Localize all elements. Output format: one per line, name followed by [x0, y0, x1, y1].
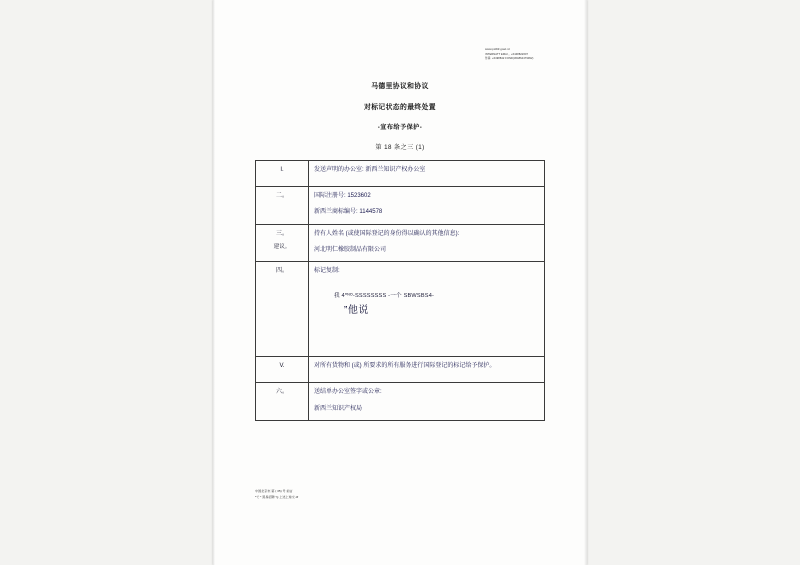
document-body: [255, 80, 545, 421]
international-registration-number: 国际注册号: 1523602: [314, 193, 371, 199]
footnote-line-1: 中国北京市,第 ( 35) 号 前言: [255, 489, 293, 493]
table-row: [256, 161, 545, 187]
protection-statement: 对所有货物和 (或) 所要求的所有服务进行国际登记的标记给予保护。: [314, 363, 496, 370]
mark-code-text: 我 4*ᴺᴼ-SSSSSSSS -一个 SBWSBS4-: [334, 293, 435, 300]
fax-header-block: [485, 48, 575, 62]
mark-reproduction-area: [314, 276, 539, 350]
row-number-2: 二。: [256, 187, 309, 225]
row-content-2: [309, 187, 545, 225]
holder-name-value: 河北明仁橡胶制品有限公司: [314, 246, 387, 253]
mark-reproduction-label: 标记复制:: [314, 268, 340, 275]
row-number-3-sublabel: 建议。: [273, 243, 291, 250]
document-title-line-1: 马德里协议和协议: [371, 83, 429, 90]
row-number-1: I.: [256, 161, 309, 187]
row-content-3: [309, 224, 545, 262]
row-number-4: 四。: [256, 262, 309, 357]
table-row: [256, 383, 545, 421]
row-content-4: [309, 262, 545, 357]
fax-header-line-1: www.ipoWZ.gowt.nz: [485, 48, 511, 51]
row-number-6: 六。: [256, 383, 309, 421]
row-number-5: V.: [256, 357, 309, 383]
nz-trademark-number: 新西兰商标编号: 1144578: [314, 209, 383, 216]
row-content-6: [309, 383, 545, 421]
table-row: [256, 187, 545, 225]
footnote-line-2: *で * 黑易招聘 *g 上述上球交 df: [255, 494, 299, 499]
footnote-block: [255, 489, 435, 501]
table-row: [256, 224, 545, 262]
row-content-5: [309, 357, 545, 383]
document-title-line-2: 对标记状态的最终处置: [364, 104, 436, 111]
title-block: [255, 80, 545, 151]
scanned-sheet: [213, 0, 587, 565]
fax-header-line-2: INTERNATT EMAI, , +6448822607: [485, 52, 529, 56]
signature-office: 新西兰知识产权局: [314, 405, 363, 412]
fax-header-line-3: 传真: +6498842 FOND(364864479092): [485, 57, 534, 61]
mark-quote-text: ”他说: [344, 305, 369, 317]
table-row: [256, 262, 545, 357]
row-content-1: [309, 161, 545, 187]
signature-label: 送结单办公室签字或公章:: [314, 389, 382, 396]
document-article-reference: 第 18 条之三 (1): [375, 144, 425, 151]
row-number-3: [256, 224, 309, 262]
holder-name-label: 持有人姓名 (或使国际登记的身份得以确认的其他信息):: [314, 230, 460, 237]
table-row: [256, 357, 545, 383]
row-number-3-label: 三。: [275, 230, 288, 237]
sending-office-line: 发送声明的办公室: 新西兰知识产权办公室: [314, 167, 426, 173]
document-title-line-3: -宣布给予保护-: [377, 124, 423, 131]
declaration-table: [255, 160, 545, 421]
